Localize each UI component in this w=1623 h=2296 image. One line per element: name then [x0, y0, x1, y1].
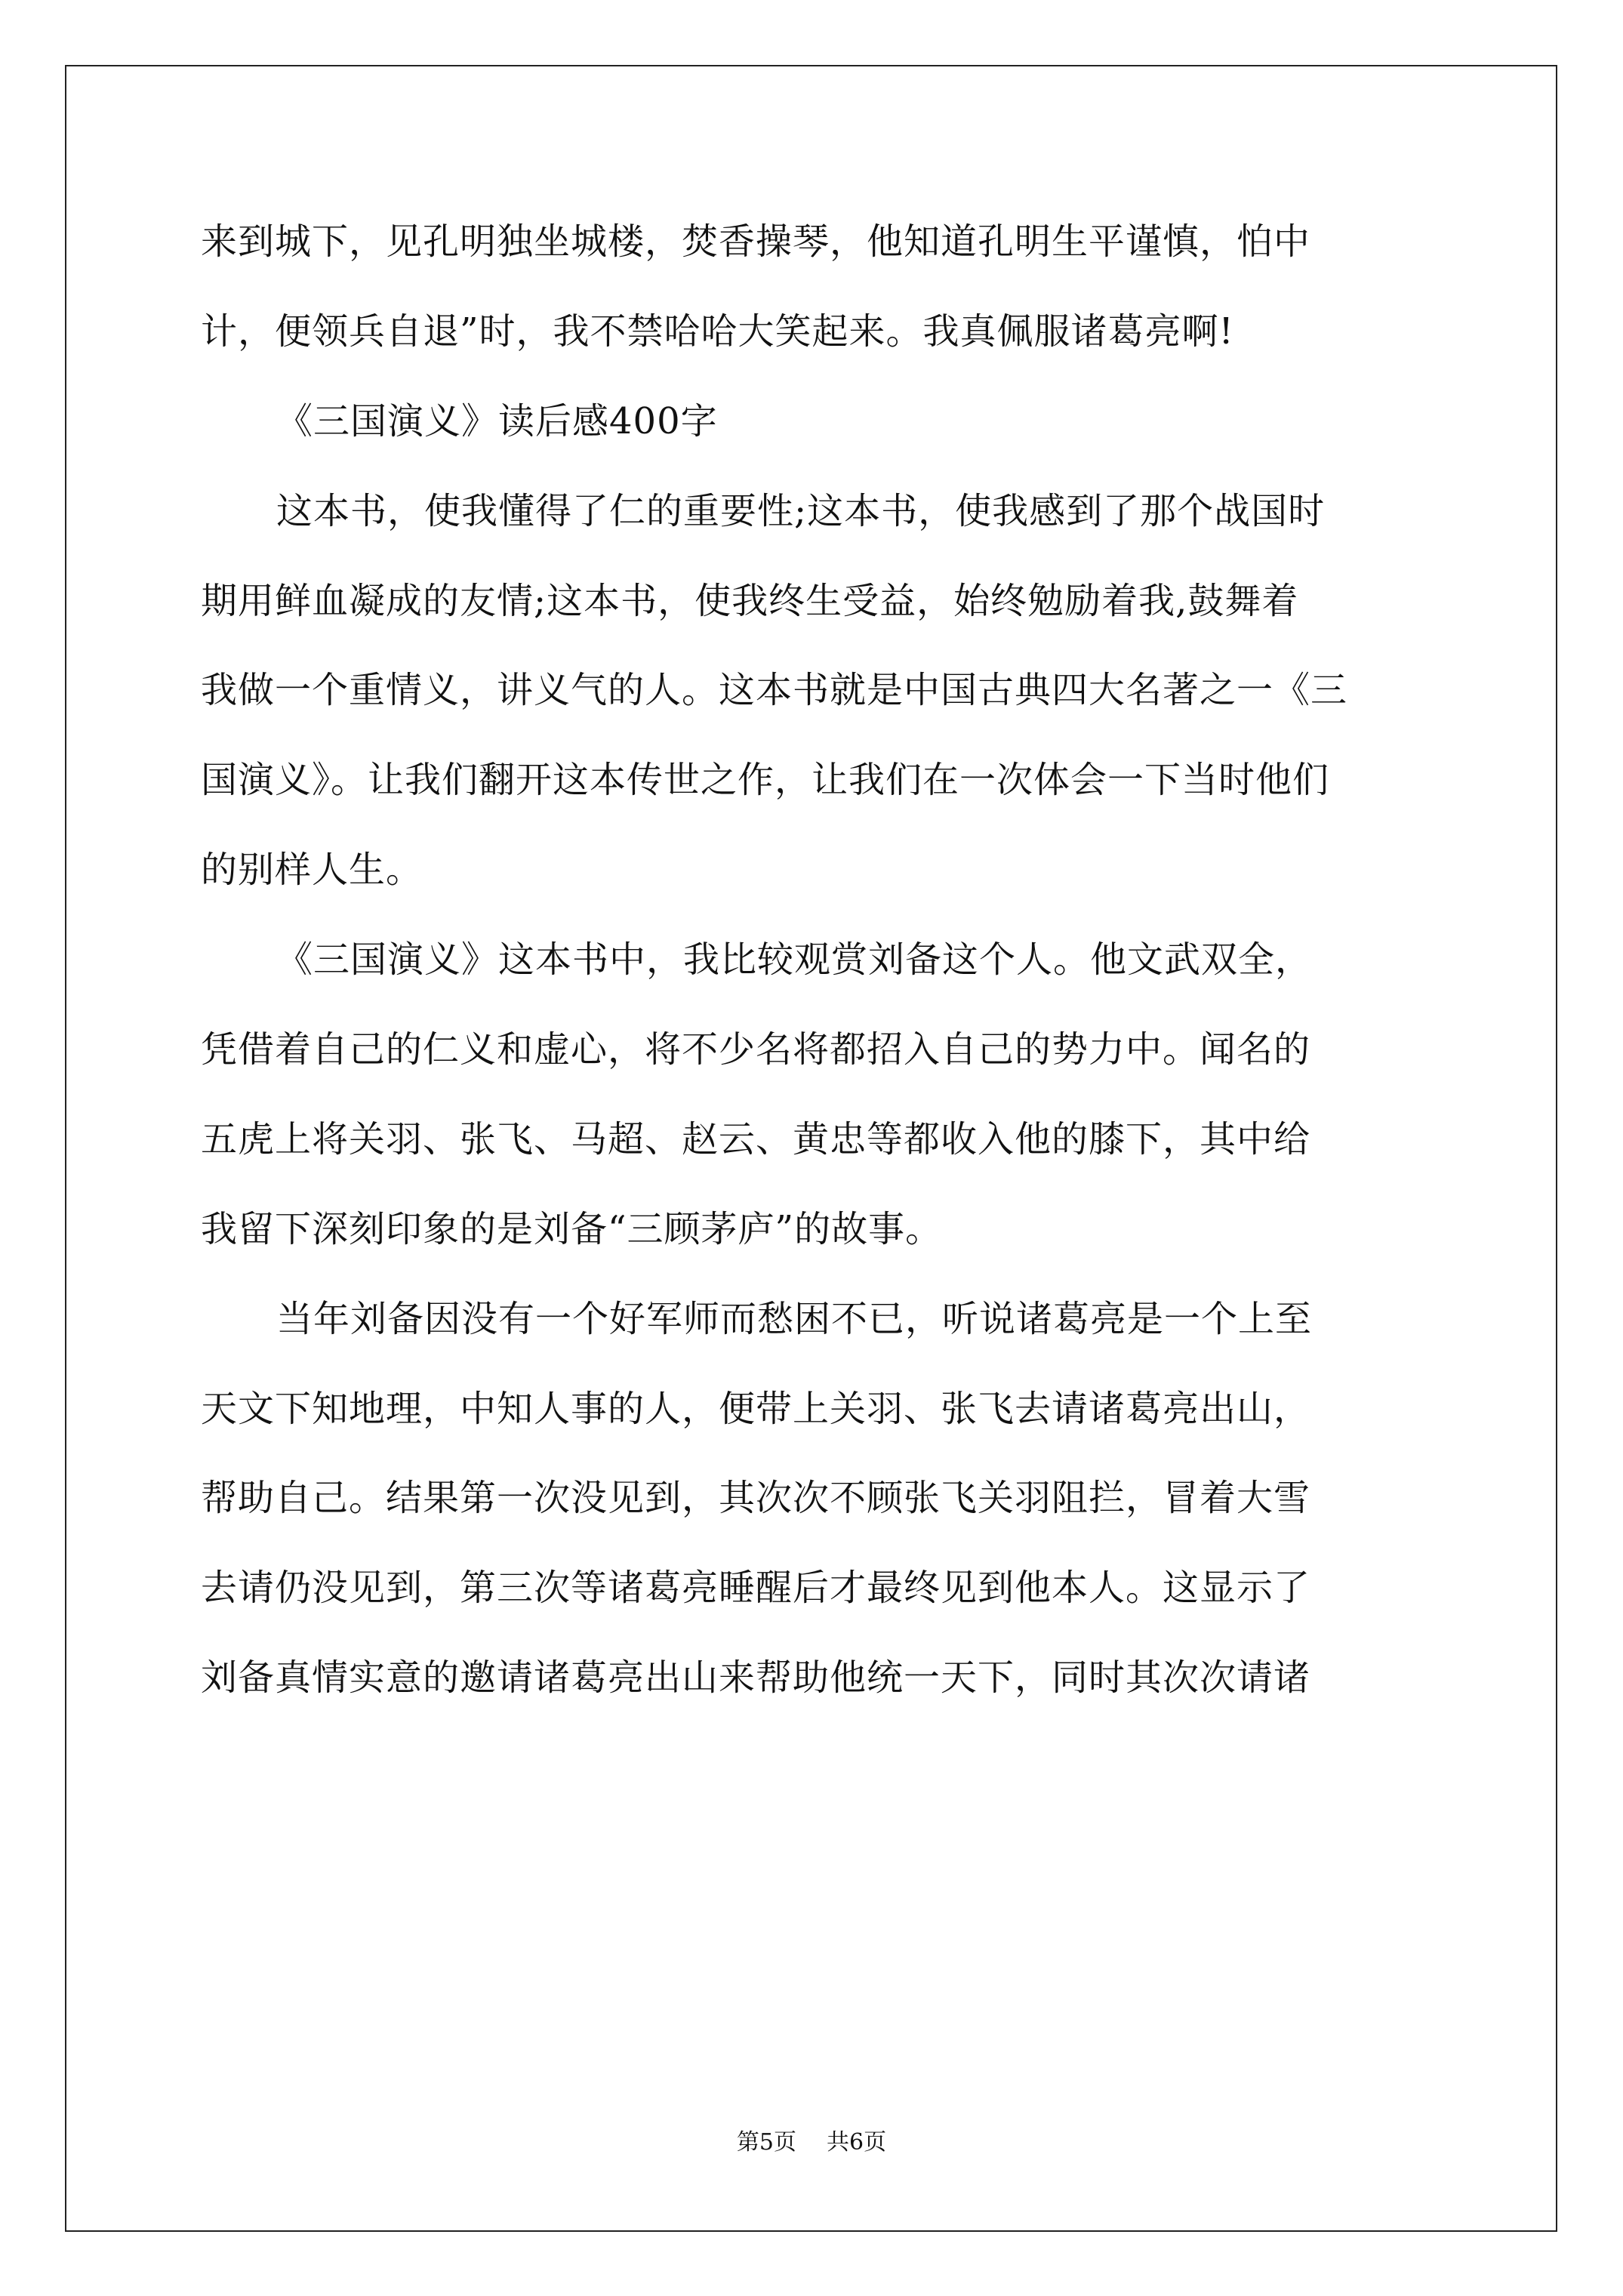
- paragraph-line: 的别样人生。: [201, 849, 423, 892]
- paragraph-line: 来到城下，见孔明独坐城楼，焚香操琴，他知道孔明生平谨慎，怕中: [201, 220, 1311, 263]
- paragraph-line: 五虎上将关羽、张飞、马超、赵云、黄忠等都收入他的膝下，其中给: [201, 1117, 1311, 1160]
- paragraph-line: 天文下知地理，中知人事的人，便带上关羽、张飞去请诸葛亮出山，: [201, 1387, 1311, 1430]
- paragraph-line: 这本书，使我懂得了仁的重要性;这本书，使我感到了那个战国时: [276, 489, 1326, 532]
- paragraph-line: 去请仍没见到，第三次等诸葛亮睡醒后才最终见到他本人。这显示了: [201, 1567, 1311, 1610]
- paragraph-line: 期用鲜血凝成的友情;这本书，使我终生受益，始终勉励着我,鼓舞着: [201, 579, 1299, 622]
- paragraph-line: 凭借着自己的仁义和虚心，将不少名将都招入自己的势力中。闻名的: [201, 1028, 1311, 1071]
- paragraph-line: 我留下深刻印象的是刘备“三顾茅庐”的故事。: [201, 1207, 943, 1250]
- document-body: [201, 219, 1439, 1700]
- paragraph-line: 计，便领兵自退”时，我不禁哈哈大笑起来。我真佩服诸葛亮啊!: [201, 310, 1234, 353]
- paragraph-line: 刘备真情实意的邀请诸葛亮出山来帮助他统一天下，同时其次次请诸: [201, 1657, 1311, 1700]
- page-number-total: 共6页: [827, 2129, 887, 2156]
- paragraph-line: 我做一个重情义，讲义气的人。这本书就是中国古典四大名著之一《三: [201, 669, 1348, 712]
- paragraph-line: 帮助自己。结果第一次没见到，其次次不顾张飞关羽阻拦，冒着大雪: [201, 1477, 1311, 1520]
- page-footer: [0, 2129, 1623, 2156]
- section-heading: 《三国演义》读后感400字: [276, 399, 718, 442]
- paragraph-line: 当年刘备因没有一个好军师而愁困不已，听说诸葛亮是一个上至: [276, 1297, 1313, 1340]
- page-number-current: 第5页: [736, 2129, 796, 2156]
- paragraph-line: 国演义》。让我们翻开这本传世之作，让我们在一次体会一下当时他们: [201, 759, 1330, 802]
- paragraph-line: 《三国演义》这本书中，我比较观赏刘备这个人。他文武双全，: [276, 938, 1313, 982]
